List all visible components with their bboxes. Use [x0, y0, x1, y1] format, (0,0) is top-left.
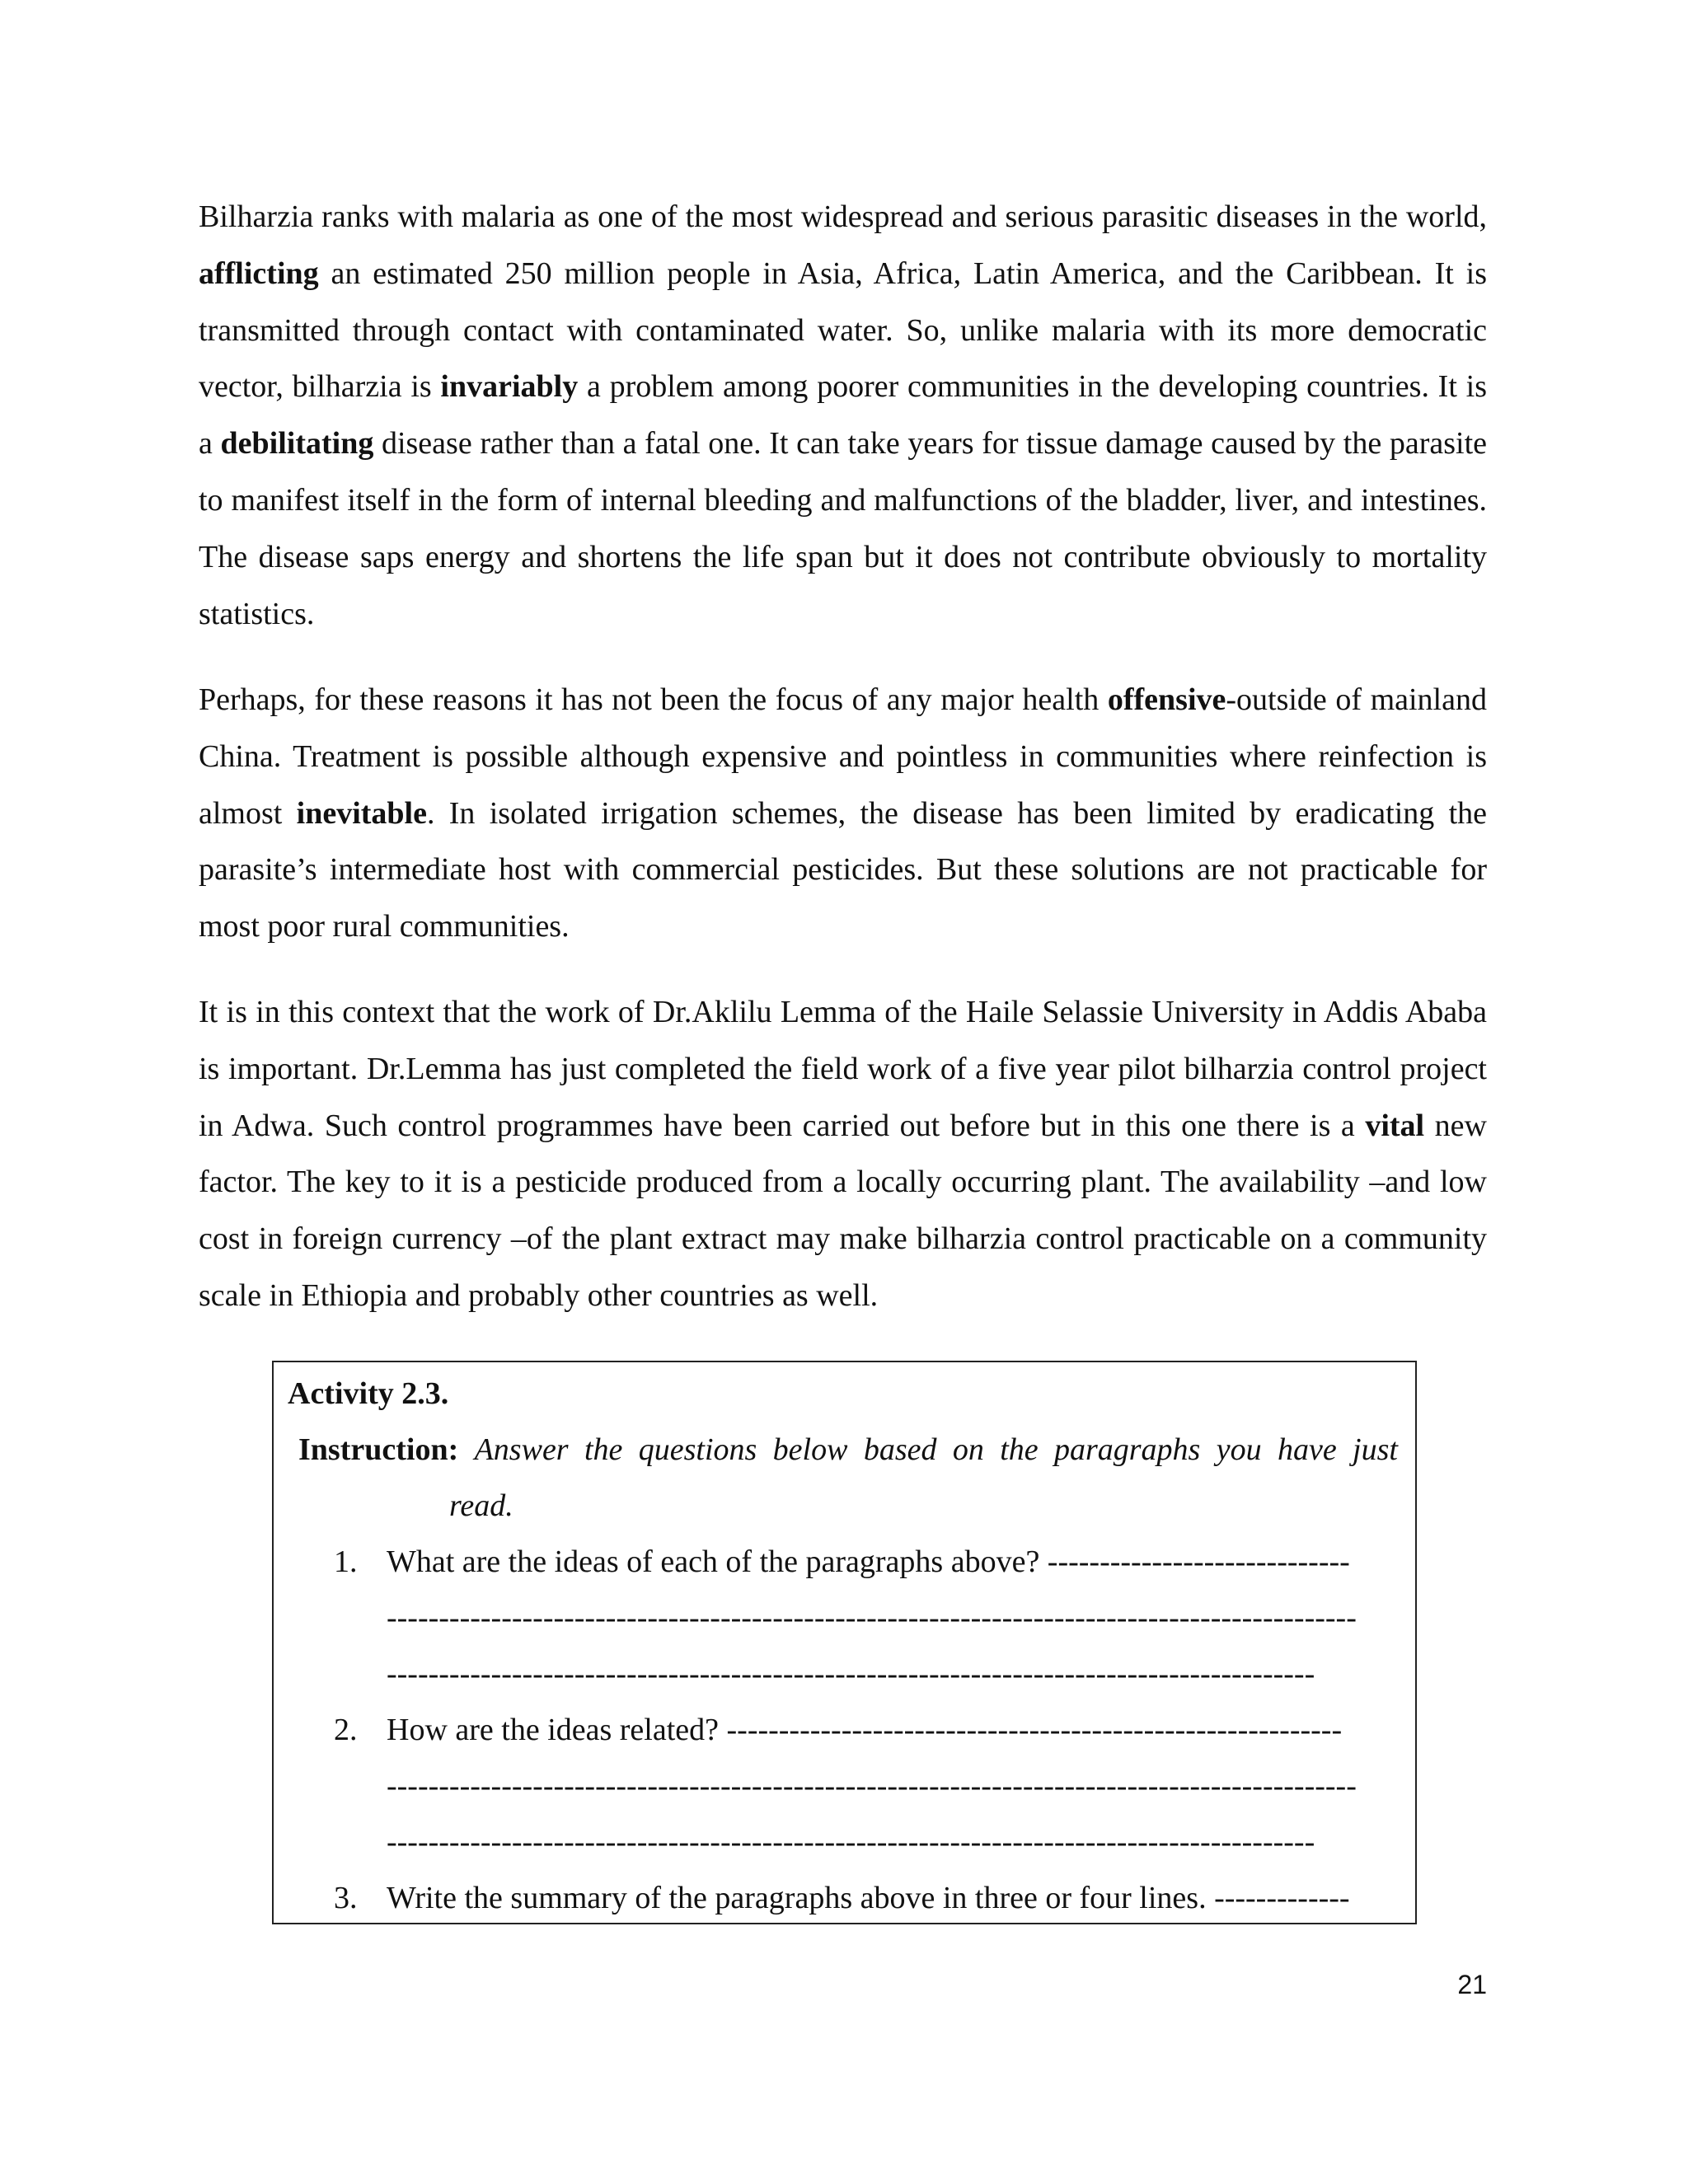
question-text: How are the ideas related? ----------------------------------------------------------- [387, 1713, 1343, 1747]
instruction-continuation: read. [449, 1488, 513, 1523]
instruction-label: Instruction: [298, 1432, 459, 1467]
bold-term: vital [1365, 1108, 1425, 1143]
question-text: Write the summary of the paragraphs above in three or four lines. ------------- [387, 1881, 1350, 1915]
bold-term: offensive [1107, 682, 1226, 717]
instruction-word: the [1000, 1432, 1039, 1467]
activity-box [272, 1361, 1417, 1924]
instruction-line-1 [298, 1422, 1398, 1478]
text-run: a problem among poorer communities in the developing countries. It is a [199, 369, 1487, 462]
text-run: an estimated 250 million people in Asia, Africa, Latin America, and the Caribbean. It is transmitted through contact with contaminated water. So, unlike malaria with its more democratic vector, bilharzia is [199, 255, 1487, 405]
question-number: 2. [334, 1713, 358, 1747]
answer-line[interactable]: ----------------------------------------------------------------------------------------- [387, 1657, 1315, 1691]
bold-term: debilitating [220, 426, 374, 462]
activity-title: Activity 2.3. [288, 1376, 449, 1411]
instruction-word: paragraphs [1053, 1432, 1201, 1467]
bold-term: inevitable [296, 795, 427, 831]
instruction-word: based [863, 1432, 937, 1467]
instruction-word: have [1277, 1432, 1337, 1467]
instruction-word: the [584, 1432, 623, 1467]
bold-term: afflicting [199, 255, 319, 291]
text-run: Bilharzia ranks with malaria as one of the most widespread and serious parasitic diseases in the world, [199, 199, 1487, 234]
question-number: 1. [334, 1544, 358, 1579]
text-run: . In isolated irrigation schemes, the disease has been limited by eradicating the parasite’s intermediate host with commercial pesticides. But these solutions are not practicable for most poor rural communities. [199, 795, 1488, 944]
answer-line[interactable]: --------------------------------------------------------------------------------------------- [387, 1769, 1357, 1803]
question-text: What are the ideas of each of the paragraphs above? ----------------------------- [387, 1544, 1350, 1579]
paragraph-2 [199, 672, 1487, 955]
text-run: Perhaps, for these reasons it has not been the focus of any major health [199, 682, 1108, 717]
text-run: It is in this context that the work of Dr.Aklilu Lemma of the Haile Selassie University in Addis Ababa is important. Dr.Lemma has just completed the field work of a five year pilot bilharzia control project in Adwa. Such control programmes have been carried out before but in this one there is a [199, 995, 1487, 1143]
bold-term: invariably [440, 369, 579, 405]
instruction [298, 1422, 1398, 1534]
question-number: 3. [334, 1881, 358, 1915]
instruction-word: on [952, 1432, 984, 1467]
text-run: disease rather than a fatal one. It can take years for tissue damage caused by the parasite to manifest itself in the form of internal bleeding and malfunctions of the bladder, liver, and intestines. The disease saps energy and shortens the life span but it does not contribute obviously to mortality statistics. [199, 426, 1488, 631]
text-run: -outside of mainland China. Treatment is possible although expensive and pointless in communities where reinfection is almost [199, 682, 1487, 831]
instruction-word: just [1353, 1432, 1398, 1467]
paragraph-3 [199, 984, 1487, 1324]
instruction-word: Answer [474, 1432, 569, 1467]
instruction-word: below [772, 1432, 848, 1467]
text-run: new factor. The key to it is a pesticide produced from a locally occurring plant. The availability –and low cost in foreign currency –of the plant extract may make bilharzia control practicable on a community scale in Ethiopia and probably other countries as well. [199, 1108, 1487, 1313]
page-number: 21 [1457, 1970, 1487, 1999]
instruction-word: questions [638, 1432, 757, 1467]
answer-line[interactable]: ----------------------------------------------------------------------------------------- [387, 1825, 1315, 1859]
paragraph-1 [199, 189, 1487, 642]
instruction-word: you [1216, 1432, 1262, 1467]
answer-line[interactable]: --------------------------------------------------------------------------------------------- [387, 1601, 1357, 1635]
